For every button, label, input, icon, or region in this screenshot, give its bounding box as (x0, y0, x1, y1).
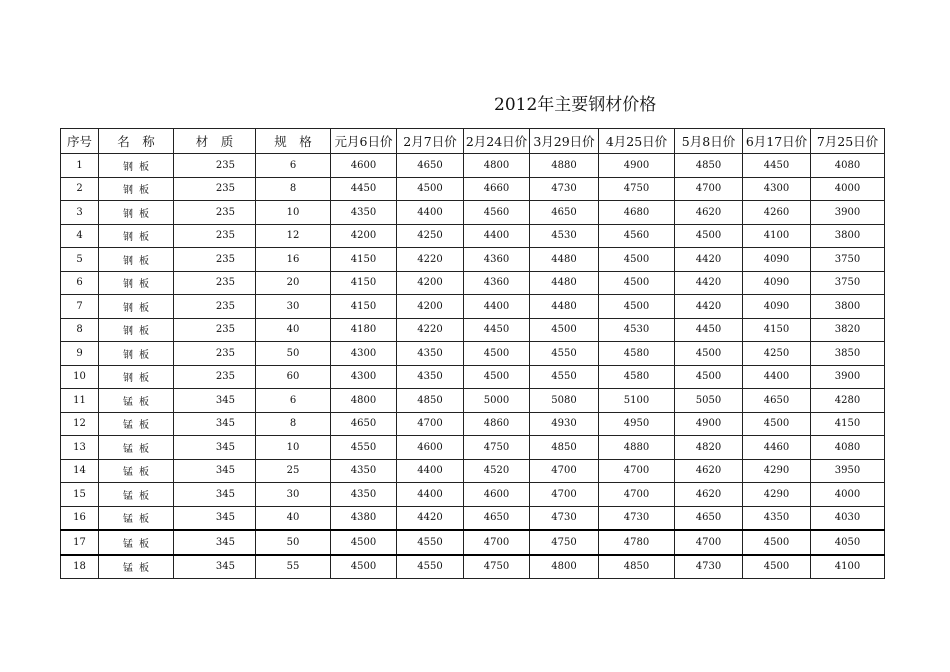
cell-price: 4350 (397, 342, 464, 366)
cell-material: 235 (174, 342, 256, 366)
cell-price: 4200 (331, 224, 397, 248)
cell-spec: 8 (256, 177, 331, 201)
cell-index: 10 (61, 365, 99, 389)
table-row (61, 154, 885, 178)
cell-price: 4880 (530, 154, 599, 178)
cell-price: 4250 (743, 342, 811, 366)
cell-index: 1 (61, 154, 99, 178)
table-row (61, 436, 885, 460)
cell-price: 4580 (599, 365, 675, 389)
cell-price: 4620 (675, 459, 743, 483)
cell-price: 4200 (397, 295, 464, 319)
table-row (61, 248, 885, 272)
cell-material: 345 (174, 530, 256, 555)
cell-price: 4420 (397, 506, 464, 530)
cell-spec: 50 (256, 530, 331, 555)
header-spec: 规 格 (256, 129, 331, 154)
cell-price: 3750 (811, 248, 885, 272)
cell-price: 4360 (464, 248, 530, 272)
cell-price: 4480 (530, 248, 599, 272)
cell-price: 4520 (464, 459, 530, 483)
cell-material: 345 (174, 389, 256, 413)
cell-name: 钢板 (99, 271, 174, 295)
cell-price: 4650 (397, 154, 464, 178)
cell-spec: 40 (256, 506, 331, 530)
header-row (61, 129, 885, 154)
cell-price: 4200 (397, 271, 464, 295)
cell-price: 4300 (331, 365, 397, 389)
cell-price: 4850 (599, 555, 675, 579)
cell-price: 4650 (464, 506, 530, 530)
cell-price: 4400 (397, 483, 464, 507)
cell-price: 4900 (675, 412, 743, 436)
cell-spec: 6 (256, 154, 331, 178)
cell-price: 3750 (811, 271, 885, 295)
cell-price: 4650 (331, 412, 397, 436)
cell-price: 4350 (331, 201, 397, 225)
table-row (61, 271, 885, 295)
cell-material: 345 (174, 555, 256, 579)
cell-material: 235 (174, 271, 256, 295)
cell-material: 345 (174, 459, 256, 483)
cell-price: 4560 (464, 201, 530, 225)
table-row (61, 365, 885, 389)
header-price-feb24: 2月24日价 (464, 129, 530, 154)
cell-price: 4220 (397, 318, 464, 342)
cell-name: 锰板 (99, 412, 174, 436)
cell-price: 4400 (743, 365, 811, 389)
cell-price: 4000 (811, 177, 885, 201)
cell-price: 4600 (397, 436, 464, 460)
cell-price: 4150 (331, 295, 397, 319)
cell-price: 4700 (530, 459, 599, 483)
cell-price: 4400 (464, 224, 530, 248)
cell-price: 4400 (397, 201, 464, 225)
cell-price: 4530 (599, 318, 675, 342)
cell-price: 4680 (599, 201, 675, 225)
cell-price: 4100 (743, 224, 811, 248)
cell-spec: 16 (256, 248, 331, 272)
table-row (61, 389, 885, 413)
cell-price: 4420 (675, 295, 743, 319)
cell-index: 15 (61, 483, 99, 507)
cell-price: 4650 (530, 201, 599, 225)
cell-material: 345 (174, 436, 256, 460)
cell-index: 18 (61, 555, 99, 579)
cell-material: 345 (174, 412, 256, 436)
cell-price: 4460 (743, 436, 811, 460)
cell-index: 14 (61, 459, 99, 483)
cell-price: 4420 (675, 271, 743, 295)
cell-price: 4350 (397, 365, 464, 389)
cell-price: 4730 (530, 506, 599, 530)
cell-material: 345 (174, 506, 256, 530)
cell-price: 4500 (675, 365, 743, 389)
cell-price: 4500 (743, 412, 811, 436)
header-material: 材 质 (174, 129, 256, 154)
cell-price: 4100 (811, 555, 885, 579)
cell-price: 4650 (743, 389, 811, 413)
cell-spec: 20 (256, 271, 331, 295)
table-row (61, 412, 885, 436)
cell-index: 12 (61, 412, 99, 436)
cell-price: 4080 (811, 436, 885, 460)
cell-index: 6 (61, 271, 99, 295)
cell-price: 4500 (464, 342, 530, 366)
cell-price: 4730 (675, 555, 743, 579)
cell-price: 4080 (811, 154, 885, 178)
cell-price: 4260 (743, 201, 811, 225)
cell-price: 4700 (675, 177, 743, 201)
cell-price: 4500 (743, 530, 811, 555)
cell-price: 4500 (530, 318, 599, 342)
cell-name: 钢板 (99, 365, 174, 389)
cell-price: 4480 (530, 295, 599, 319)
cell-price: 4450 (331, 177, 397, 201)
cell-material: 235 (174, 224, 256, 248)
cell-price: 4550 (331, 436, 397, 460)
cell-price: 3850 (811, 342, 885, 366)
cell-price: 4350 (743, 506, 811, 530)
cell-index: 11 (61, 389, 99, 413)
cell-price: 4500 (331, 555, 397, 579)
cell-price: 4500 (331, 530, 397, 555)
cell-price: 4150 (331, 271, 397, 295)
table-row (61, 530, 885, 555)
cell-price: 3800 (811, 295, 885, 319)
cell-price: 4850 (397, 389, 464, 413)
cell-price: 3800 (811, 224, 885, 248)
cell-price: 4700 (599, 459, 675, 483)
cell-spec: 10 (256, 201, 331, 225)
cell-price: 4480 (530, 271, 599, 295)
cell-spec: 30 (256, 295, 331, 319)
cell-price: 4180 (331, 318, 397, 342)
cell-spec: 50 (256, 342, 331, 366)
cell-price: 4500 (397, 177, 464, 201)
cell-index: 13 (61, 436, 99, 460)
cell-price: 4700 (530, 483, 599, 507)
cell-price: 4380 (331, 506, 397, 530)
cell-price: 4530 (530, 224, 599, 248)
table-row (61, 295, 885, 319)
cell-index: 16 (61, 506, 99, 530)
cell-price: 4850 (530, 436, 599, 460)
table-row (61, 506, 885, 530)
header-price-feb7: 2月7日价 (397, 129, 464, 154)
cell-price: 4750 (599, 177, 675, 201)
cell-name: 锰板 (99, 459, 174, 483)
cell-price: 4660 (464, 177, 530, 201)
cell-price: 4300 (331, 342, 397, 366)
cell-price: 4090 (743, 295, 811, 319)
cell-material: 235 (174, 177, 256, 201)
cell-price: 4860 (464, 412, 530, 436)
cell-price: 4030 (811, 506, 885, 530)
cell-price: 4360 (464, 271, 530, 295)
table-row (61, 318, 885, 342)
table-row (61, 201, 885, 225)
cell-name: 锰板 (99, 389, 174, 413)
cell-price: 4580 (599, 342, 675, 366)
cell-spec: 10 (256, 436, 331, 460)
cell-spec: 40 (256, 318, 331, 342)
cell-price: 4290 (743, 459, 811, 483)
cell-price: 4500 (599, 295, 675, 319)
cell-price: 4000 (811, 483, 885, 507)
cell-index: 8 (61, 318, 99, 342)
table-row (61, 555, 885, 579)
cell-price: 4750 (464, 436, 530, 460)
cell-spec: 25 (256, 459, 331, 483)
cell-price: 4730 (599, 506, 675, 530)
header-price-apr25: 4月25日价 (599, 129, 675, 154)
cell-price: 4500 (599, 271, 675, 295)
cell-material: 345 (174, 483, 256, 507)
cell-name: 钢板 (99, 295, 174, 319)
cell-material: 235 (174, 154, 256, 178)
cell-price: 4620 (675, 483, 743, 507)
cell-price: 4550 (530, 342, 599, 366)
cell-price: 4550 (397, 555, 464, 579)
cell-price: 4350 (331, 483, 397, 507)
table-row (61, 224, 885, 248)
cell-spec: 8 (256, 412, 331, 436)
cell-price: 5050 (675, 389, 743, 413)
cell-price: 4700 (397, 412, 464, 436)
cell-name: 钢板 (99, 177, 174, 201)
cell-price: 4780 (599, 530, 675, 555)
header-name: 名 称 (99, 129, 174, 154)
cell-index: 17 (61, 530, 99, 555)
cell-price: 3950 (811, 459, 885, 483)
cell-name: 锰板 (99, 555, 174, 579)
cell-spec: 60 (256, 365, 331, 389)
cell-name: 锰板 (99, 530, 174, 555)
cell-price: 4090 (743, 271, 811, 295)
cell-price: 4600 (464, 483, 530, 507)
table-row (61, 342, 885, 366)
cell-name: 钢板 (99, 248, 174, 272)
cell-index: 9 (61, 342, 99, 366)
cell-price: 3820 (811, 318, 885, 342)
header-price-mar29: 3月29日价 (530, 129, 599, 154)
cell-price: 4620 (675, 201, 743, 225)
cell-price: 4500 (464, 365, 530, 389)
cell-price: 4750 (530, 530, 599, 555)
cell-price: 4150 (331, 248, 397, 272)
cell-material: 235 (174, 365, 256, 389)
cell-price: 4880 (599, 436, 675, 460)
header-price-jan6: 元月6日价 (331, 129, 397, 154)
header-price-may8: 5月8日价 (675, 129, 743, 154)
cell-price: 5000 (464, 389, 530, 413)
cell-price: 4700 (675, 530, 743, 555)
cell-price: 5100 (599, 389, 675, 413)
cell-price: 4350 (331, 459, 397, 483)
cell-spec: 6 (256, 389, 331, 413)
cell-price: 4250 (397, 224, 464, 248)
cell-price: 4700 (464, 530, 530, 555)
cell-price: 3900 (811, 365, 885, 389)
cell-price: 4420 (675, 248, 743, 272)
cell-price: 4290 (743, 483, 811, 507)
cell-price: 4560 (599, 224, 675, 248)
cell-name: 锰板 (99, 436, 174, 460)
cell-index: 3 (61, 201, 99, 225)
cell-price: 4150 (811, 412, 885, 436)
table-row (61, 483, 885, 507)
cell-spec: 30 (256, 483, 331, 507)
cell-name: 锰板 (99, 506, 174, 530)
cell-price: 4090 (743, 248, 811, 272)
cell-price: 4550 (530, 365, 599, 389)
cell-price: 4400 (397, 459, 464, 483)
cell-material: 235 (174, 295, 256, 319)
cell-price: 4900 (599, 154, 675, 178)
cell-price: 4150 (743, 318, 811, 342)
cell-spec: 12 (256, 224, 331, 248)
cell-material: 235 (174, 201, 256, 225)
header-price-jul25: 7月25日价 (811, 129, 885, 154)
cell-price: 4450 (675, 318, 743, 342)
cell-spec: 55 (256, 555, 331, 579)
cell-name: 钢板 (99, 224, 174, 248)
cell-price: 4500 (675, 224, 743, 248)
cell-name: 锰板 (99, 483, 174, 507)
cell-price: 4400 (464, 295, 530, 319)
cell-price: 4450 (464, 318, 530, 342)
cell-price: 4500 (599, 248, 675, 272)
cell-index: 5 (61, 248, 99, 272)
table-row (61, 459, 885, 483)
cell-price: 4850 (675, 154, 743, 178)
cell-price: 4820 (675, 436, 743, 460)
cell-price: 3900 (811, 201, 885, 225)
cell-price: 4800 (331, 389, 397, 413)
cell-index: 2 (61, 177, 99, 201)
header-index: 序号 (61, 129, 99, 154)
table-row (61, 177, 885, 201)
cell-price: 4050 (811, 530, 885, 555)
cell-price: 4950 (599, 412, 675, 436)
cell-price: 4500 (675, 342, 743, 366)
header-price-jun17: 6月17日价 (743, 129, 811, 154)
cell-material: 235 (174, 318, 256, 342)
cell-price: 4800 (464, 154, 530, 178)
cell-price: 4700 (599, 483, 675, 507)
cell-price: 4800 (530, 555, 599, 579)
cell-price: 4730 (530, 177, 599, 201)
cell-index: 7 (61, 295, 99, 319)
cell-price: 4650 (675, 506, 743, 530)
page-title: 2012年主要钢材价格 (494, 95, 657, 115)
cell-price: 4600 (331, 154, 397, 178)
cell-index: 4 (61, 224, 99, 248)
cell-price: 5080 (530, 389, 599, 413)
cell-name: 钢板 (99, 342, 174, 366)
cell-name: 钢板 (99, 154, 174, 178)
cell-price: 4550 (397, 530, 464, 555)
cell-price: 4450 (743, 154, 811, 178)
cell-material: 235 (174, 248, 256, 272)
cell-price: 4220 (397, 248, 464, 272)
cell-price: 4750 (464, 555, 530, 579)
cell-name: 钢板 (99, 318, 174, 342)
cell-price: 4280 (811, 389, 885, 413)
steel-price-table (60, 128, 885, 579)
cell-price: 4930 (530, 412, 599, 436)
cell-name: 钢板 (99, 201, 174, 225)
cell-price: 4500 (743, 555, 811, 579)
cell-price: 4300 (743, 177, 811, 201)
